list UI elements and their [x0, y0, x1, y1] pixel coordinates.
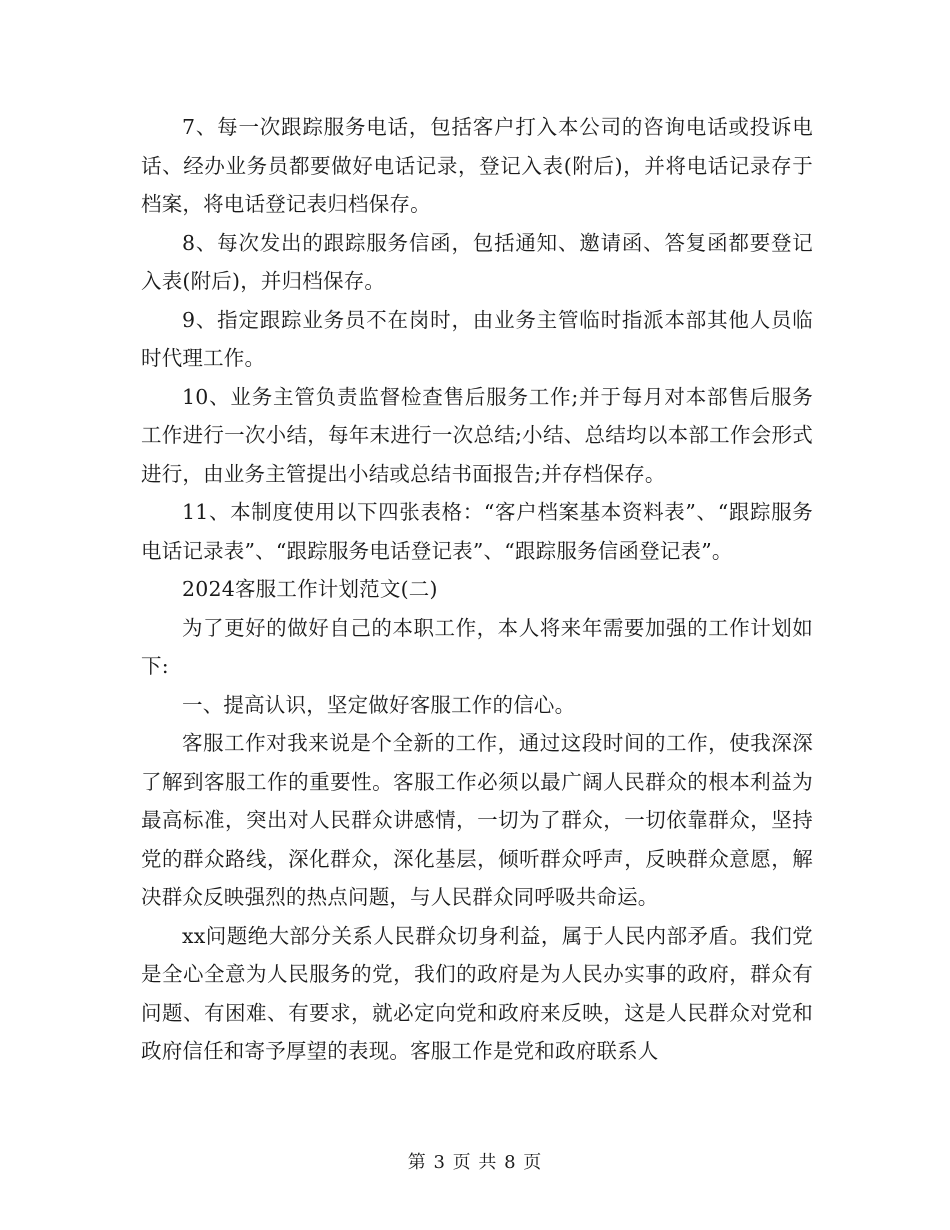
paragraph-item-8: 8、每次发出的跟踪服务信函，包括通知、邀请函、答复函都要登记入表(附后)，并归档保存。 — [141, 230, 813, 293]
section-heading: 2024客服工作计划范文(二) — [182, 577, 438, 601]
body-paragraph: xx问题绝大部分关系人民群众切身利益，属于人民内部矛盾。我们党是全心全意为人民服务的党，我们的政府是为人民办实事的政府，群众有问题、有困难、有要求，就必定向党和政府来反映，这是人民群众对党和政府信任和寄予厚望的表现。客服工作是党和政府联系人 — [141, 923, 813, 1063]
page-number-footer: 第 3 页 共 8 页 — [407, 1152, 543, 1173]
paragraph-item-7: 7、每一次跟踪服务电话，包括客户打入本公司的咨询电话或投诉电话、经办业务员都要做好电话记录，登记入表(附后)，并将电话记录存于档案，将电话登记表归档保存。 — [141, 115, 813, 216]
paragraph-item-10: 10、业务主管负责监督检查售后服务工作;并于每月对本部售后服务工作进行一次小结，每年末进行一次总结;小结、总结均以本部工作会形式进行，由业务主管提出小结或总结书面报告;并存档保存。 — [141, 384, 813, 486]
body-paragraph: 客服工作对我来说是个全新的工作，通过这段时间的工作，使我深深了解到客服工作的重要性。客服工作必须以最广阔人民群众的根本利益为最高标准，突出对人民群众讲感情，一切为了群众，一切依靠群众，坚持党的群众路线，深化群众，深化基层，倾听群众呼声，反映群众意愿，解决群众反映强烈的热点问题，与人民群众同呼吸共命运。 — [141, 731, 813, 909]
paragraph-item-11: 11、本制度使用以下四张表格：“客户档案基本资料表”、“跟踪服务电话记录表”、“跟踪服务电话登记表”、“跟踪服务信函登记表”。 — [141, 500, 813, 563]
intro-paragraph: 为了更好的做好自己的本职工作，本人将来年需要加强的工作计划如下: — [141, 615, 813, 678]
document-body — [141, 108, 813, 1071]
subheading-one: 一、提高认识，坚定做好客服工作的信心。 — [182, 692, 576, 717]
paragraph-item-9: 9、指定跟踪业务员不在岗时，由业务主管临时指派本部其他人员临时代理工作。 — [141, 307, 813, 370]
